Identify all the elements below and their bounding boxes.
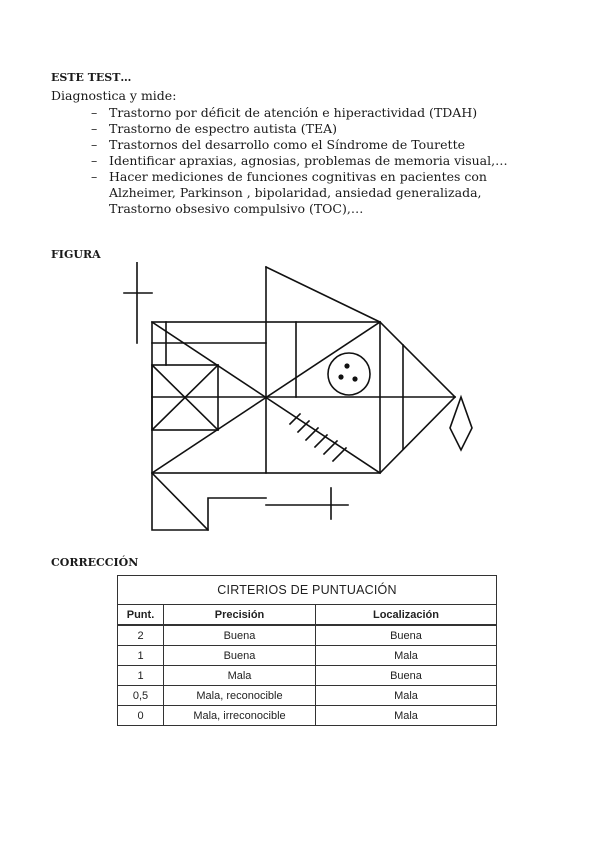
figure-dot xyxy=(352,376,357,381)
rey-complex-figure xyxy=(120,262,480,542)
column-header-precision: Precisión xyxy=(164,605,316,626)
figure-dot xyxy=(338,374,343,379)
table-cell: Mala xyxy=(164,666,316,686)
list-item: – Trastornos del desarrollo como el Síndrome de Tourette xyxy=(91,137,541,153)
table-cell: Mala, reconocible xyxy=(164,686,316,706)
table-cell: Buena xyxy=(164,646,316,666)
list-item: – Trastorno de espectro autista (TEA) xyxy=(91,121,541,137)
figure-heading: FIGURA xyxy=(51,248,101,261)
table-cell: Mala xyxy=(316,706,497,726)
table-cell: 1 xyxy=(118,666,164,686)
intro-line: Diagnostica y mide: xyxy=(51,88,177,103)
figure-line xyxy=(152,473,208,530)
figure-line xyxy=(380,397,455,473)
figure-line xyxy=(333,448,346,461)
diagnosis-list xyxy=(91,105,541,217)
table-cell: Mala xyxy=(316,646,497,666)
figure-dot xyxy=(344,363,349,368)
table-cell: 0 xyxy=(118,706,164,726)
table-cell: Buena xyxy=(316,625,497,646)
figure-line xyxy=(266,267,380,322)
table-row xyxy=(118,666,497,686)
table-row xyxy=(118,686,497,706)
table-cell: Buena xyxy=(316,666,497,686)
table-row xyxy=(118,706,497,726)
table-cell: Mala xyxy=(316,686,497,706)
column-header-score: Punt. xyxy=(118,605,164,626)
list-item: – Trastorno por déficit de atención e hiperactividad (TDAH) xyxy=(91,105,541,121)
table-cell: 2 xyxy=(118,625,164,646)
figure-line xyxy=(315,435,327,447)
figure-line xyxy=(450,397,472,450)
table-cell: 1 xyxy=(118,646,164,666)
table-cell: Buena xyxy=(164,625,316,646)
figure-line xyxy=(152,473,266,530)
table-row xyxy=(118,646,497,666)
list-item: – Hacer mediciones de funciones cognitivas en pacientes con Alzheimer, Parkinson , bipolaridad, ansiedad generalizada, Trastorno obsesivo compulsivo (TOC),… xyxy=(91,169,541,217)
column-header-location: Localización xyxy=(316,605,497,626)
correction-heading: CORRECCIÓN xyxy=(51,556,139,569)
figure-line xyxy=(380,322,455,397)
list-item: – Identificar apraxias, agnosias, problemas de memoria visual,… xyxy=(91,153,541,169)
table-title: CIRTERIOS DE PUNTUACIÓN xyxy=(118,576,497,605)
intro-heading: ESTE TEST… xyxy=(51,71,132,84)
figure-line xyxy=(324,441,337,454)
scoring-table xyxy=(117,575,497,726)
table-cell: Mala, irreconocible xyxy=(164,706,316,726)
table-cell: 0,5 xyxy=(118,686,164,706)
figure-line xyxy=(328,353,370,395)
figure-line xyxy=(306,428,318,440)
table-row xyxy=(118,625,497,646)
